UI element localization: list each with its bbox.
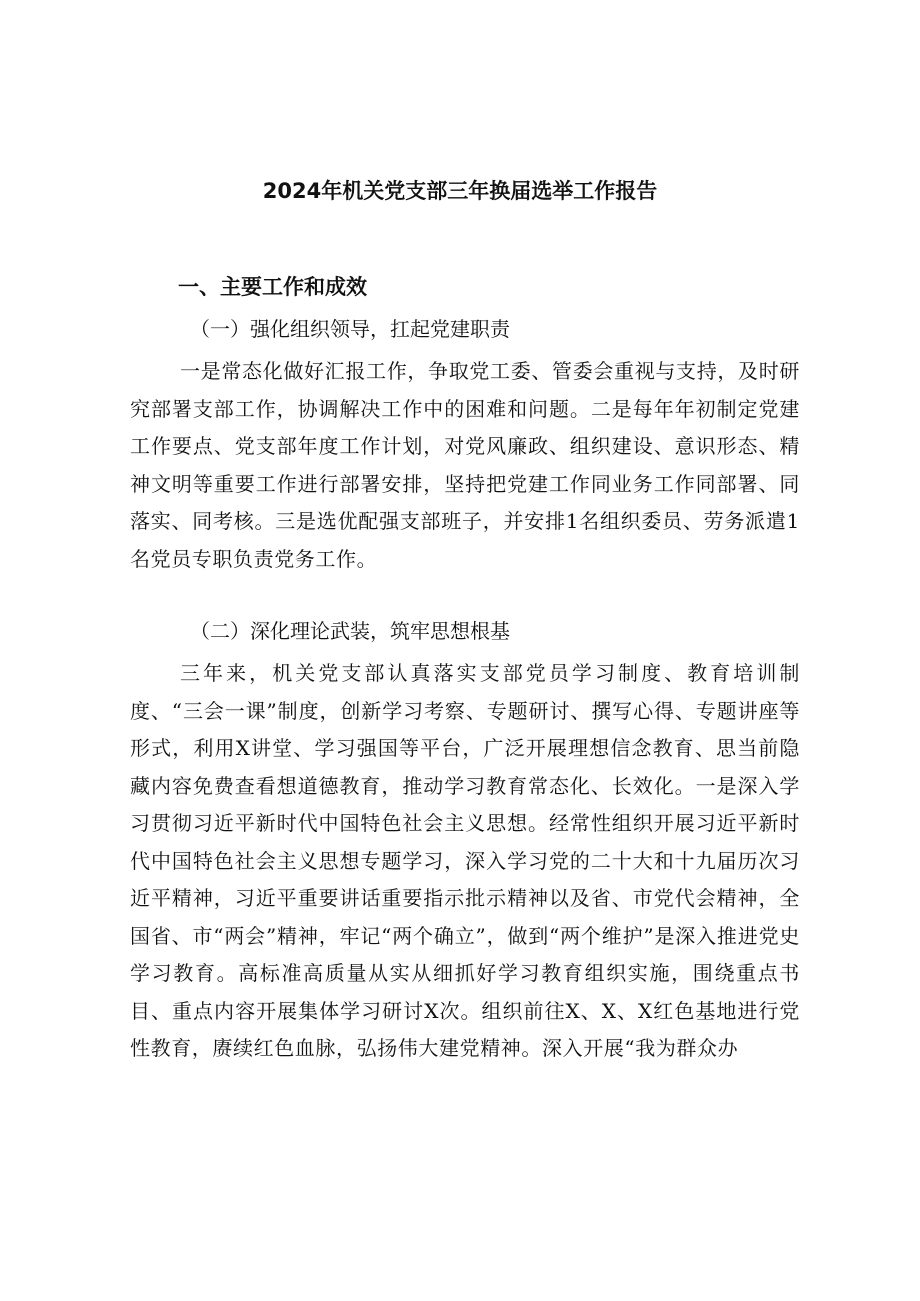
section-heading-main-work: 一、主要工作和成效 [178,275,367,299]
subsection-heading-organization: （一）强化组织领导，扛起党建职责 [190,317,510,341]
document-title: 2024年机关党支部三年换届选举工作报告 [262,179,658,203]
subsection-heading-theory: （二）深化理论武装，筑牢思想根基 [190,619,510,643]
paragraph-organization: 一是常态化做好汇报工作，争取党工委、管委会重视与支持，及时研究部署支部工作，协调解决工作中的困难和问题。二是每年年初制定党建工作要点、党支部年度工作计划，对党风廉政、组织建设、意识形态、精神文明等重要工作进行部署安排，坚持把党建工作同业务工作同部署、同落实、同考核。三是选优配强支部班子，并安排1名组织委员、劳务派遣1名党员专职负责党务工作。 [130,359,800,571]
paragraph-theory: 三年来，机关党支部认真落实支部党员学习制度、教育培训制度、“三会一课”制度，创新学习考察、专题研讨、撰写心得、专题讲座等形式，利用X讲堂、学习强国等平台，广泛开展理想信念教育、思当前隐藏内容免费查看想道德教育，推动学习教育常态化、长效化。一是深入学习贯彻习近平新时代中国特色社会主义思想。经常性组织开展习近平新时代中国特色社会主义思想专题学习，深入学习党的二十大和十九届历次习近平精神，习近平重要讲话重要指示批示精神以及省、市党代会精神，全国省、市“两会”精神，牢记“两个确立”，做到“两个维护”是深入推进党史学习教育。高标准高质量从实从细抓好学习教育组织实施，围绕重点书目、重点内容开展集体学习研讨X次。组织前往X、X、X红色基地进行党性教育，赓续红色血脉，弘扬伟大建党精神。深入开展“我为群众办 [130,661,800,1060]
